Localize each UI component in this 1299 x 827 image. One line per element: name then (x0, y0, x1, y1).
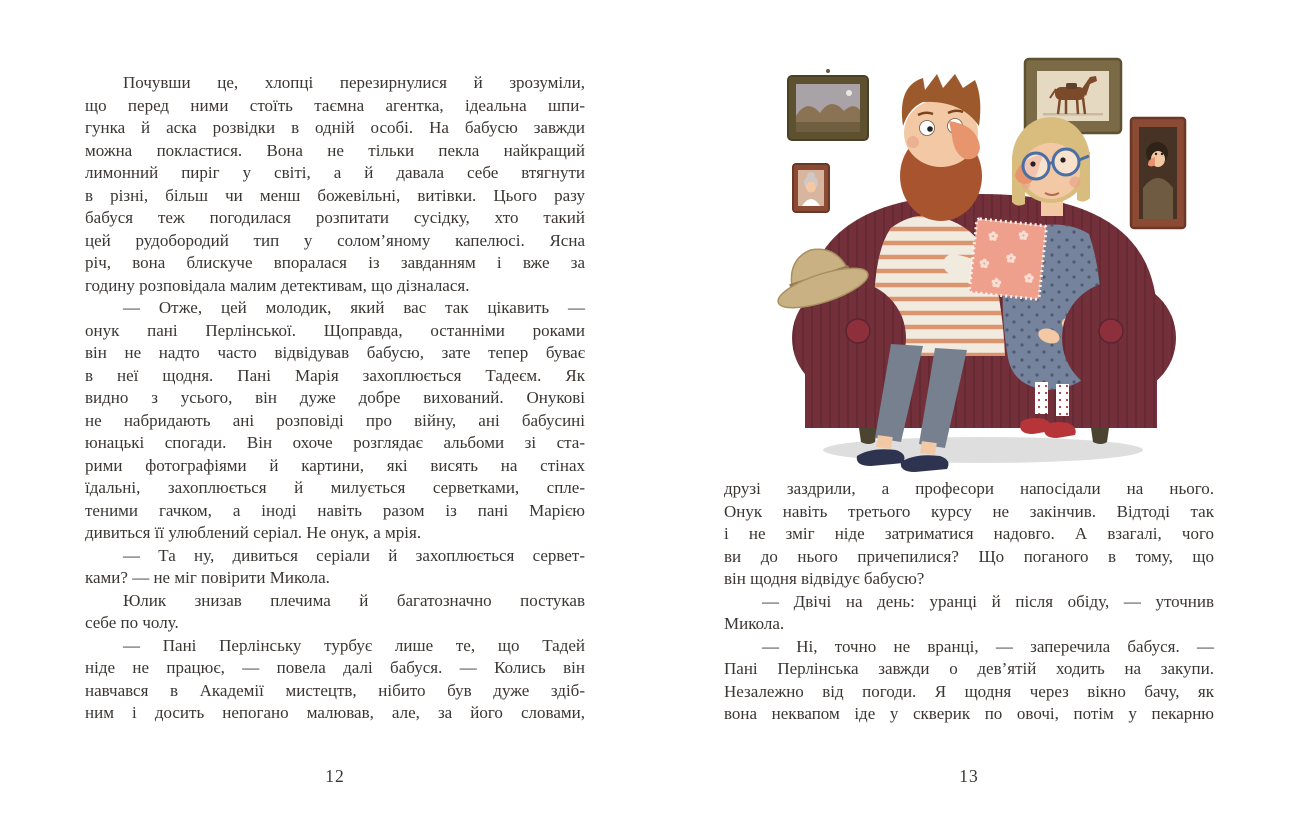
text-line: теними гачком, а іноді навіть разом із пані Марією (85, 500, 585, 520)
text-line: себе по чолу. (85, 613, 179, 632)
text-line: Онук навіть третього курсу не закінчив. Відтоді так (724, 501, 1214, 521)
text-line: навчався в Академії мистецтв, нібито був дуже здіб- (85, 680, 585, 700)
text-line: — Та ну, дивиться серіали й захоплюється сервет- (123, 545, 585, 565)
text-line: лимонний пиріг у світі, а й давала себе втягнути (85, 163, 585, 182)
text-line: ним і досить непогано малював, але, за його словами, (85, 703, 585, 722)
text-line: в неї щодня. Пані Марія захоплюється Тадеєм. Як (85, 365, 585, 385)
text-line: він щодня відвідує бабусю? (724, 569, 925, 588)
text-line: Микола. (724, 614, 785, 633)
page-number-right: 13 (959, 766, 979, 786)
text-line: бабуся теж погодилася розпитати сусідку, хто такий (85, 208, 585, 227)
wall-portrait (1131, 118, 1185, 228)
illustration (763, 26, 1225, 478)
couch-arm-right (1062, 281, 1176, 395)
text-line: ніде не працює, — повела далі бабуся. — Колись він (85, 658, 585, 677)
page-number-left: 12 (325, 766, 345, 786)
text-line: їдальні, захоплюється й милується серветками, спле- (85, 478, 585, 497)
text-line: видно з усього, він дуже добре вихований. Онукові (85, 388, 585, 407)
text-line: Юлик знизав плечима й багатозначно постукав (123, 590, 585, 610)
text-line: — Ні, точно не вранці, — заперечила бабуся. — (762, 636, 1214, 656)
text-line: ками? — не міг повірити Микола. (85, 568, 330, 587)
text-line: — Двічі на день: уранці й після обіду, — уточнив (762, 591, 1214, 611)
napkin (969, 219, 1046, 300)
text-line: Пані Перлінська завжди о дев’ятій ходить на закупи. (724, 659, 1214, 678)
text-line: ви до нього причепилися? Що поганого в тому, що (724, 546, 1214, 566)
text-line: — Отже, цей молодик, який вас так цікавить — (123, 298, 585, 317)
text-line: годину розповідала малим детективам, що дізналася. (85, 275, 470, 295)
text-line: Почувши це, хлопці перезирнулися й зрозуміли, (123, 73, 585, 92)
text-line: що перед ними стоїть таємна агентка, ідеальна шпи- (85, 95, 585, 115)
text-line: рими фотографіями й картини, які висять на стінах (85, 455, 585, 475)
text-line: дивиться її улюблений серіал. Не онук, а мрія. (85, 523, 422, 542)
text-line: і не зміг ніде затриматися надовго. А взагалі, чого (724, 524, 1214, 543)
text-line: не набридають ані розповіді про війну, ані бабусині (85, 410, 585, 430)
text-line: можна покластися. Вона не тільки пекла найкращий (85, 140, 585, 160)
left-page-text (85, 72, 585, 725)
text-line: він не надто часто відвідував бабусю, зате тепер буває (85, 343, 585, 362)
text-line: річ, вона блискуче впоралася із завданням і вже за (85, 253, 585, 272)
text-line: Незалежно від погоди. Я щодня через вікно бачу, як (724, 681, 1214, 701)
text-line: друзі заздрили, а професори напосідали на нього. (724, 479, 1214, 498)
text-line: гунка й аска розвідки в одній особі. На бабусю завжди (85, 118, 585, 137)
text-line: цей рудобородий тип у солом’яному капелюсі. Ясна (85, 230, 585, 250)
text-line: вона неквапом іде у скверик по овочі, потім у пекарню (724, 704, 1214, 723)
landscape-picture (788, 69, 868, 140)
text-line: в різні, більш чи менш божевільні, витівки. Цього разу (85, 185, 585, 205)
text-line: — Пані Перлінську турбує лише те, що Тадей (123, 635, 585, 655)
old-lady-portrait (793, 164, 829, 212)
text-line: онук пані Перлінської. Щоправда, останніми роками (85, 320, 585, 340)
right-page-text (724, 478, 1214, 726)
text-line: юнацькі спогади. Він охоче розглядає альбоми зі ста- (85, 433, 585, 452)
